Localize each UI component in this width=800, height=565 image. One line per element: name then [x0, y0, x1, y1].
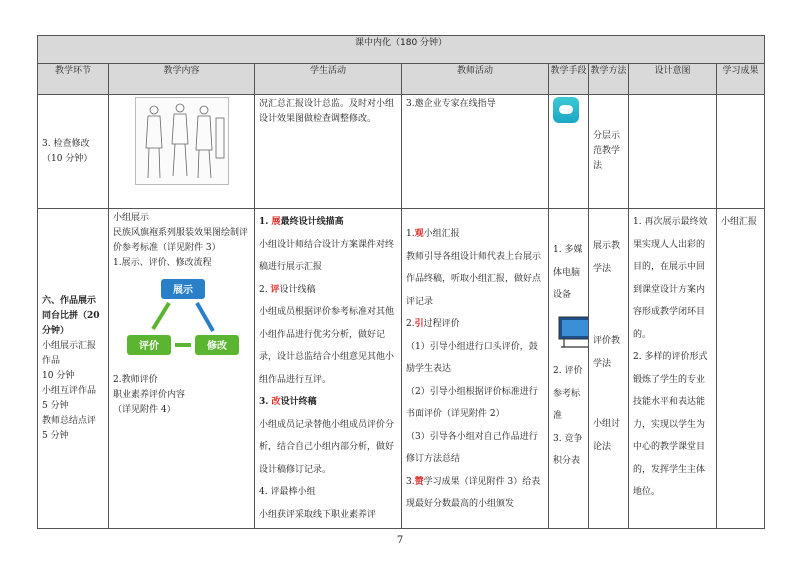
teacher-step-title: 小组汇报 — [423, 229, 460, 239]
means-item: 2. 评价参考标准 — [553, 366, 583, 421]
intent-item: 2. 多样的评价形式锻炼了学生的专业技能水平和表达能力，实现以学生为中心的教学课堂目的，发挥学生主体地位。 — [633, 352, 708, 497]
student-step-body: 小组成员记录替他小组成员评价分析，结合自己小组内部分析，做好设计稿修订记录。 — [259, 419, 395, 475]
student-step-title: 设计终稿 — [280, 397, 317, 407]
flow-show-label: 展示 — [173, 285, 193, 296]
method-item: 展示教学法 — [593, 241, 621, 274]
page-number: 7 — [396, 535, 404, 546]
student-step-num: 1. — [259, 217, 269, 227]
row1-method: 分层示范教学法 — [593, 131, 621, 171]
means-item: 3. 竞争积分表 — [553, 433, 583, 466]
student-step-num: 2. — [259, 284, 268, 295]
row2-stage-line: 10 分钟 — [42, 370, 75, 381]
row1-stage: 3. 检查修改（10 分钟） — [42, 138, 93, 164]
header-content: 教学内容 — [109, 64, 255, 95]
row2-stage-line: 小组展示汇报作品 — [42, 340, 97, 366]
header-student: 学生活动 — [255, 64, 402, 95]
student-step-title: 4. 评最棒小组 — [259, 487, 316, 497]
method-item: 评价教学法 — [593, 336, 621, 369]
header-outcome: 学习成果 — [717, 64, 765, 95]
content-line: 职业素养评价内容 — [113, 390, 186, 400]
smart-board-icon — [558, 315, 588, 349]
row1-student: 况汇总汇报设计总监。及时对小组设计效果图做检查调整修改。 — [259, 99, 395, 124]
lesson-plan-table — [37, 35, 765, 529]
header-stage: 教学环节 — [38, 64, 109, 95]
fashion-sketch-image — [135, 97, 229, 185]
teacher-step-body: （3）引导各小组对自己作品进行修订方法总结 — [406, 431, 538, 464]
student-step-body: 小组设计师结合设计方案课件对终稿进行展示汇报 — [259, 239, 395, 272]
intent-item: 1. 再次展示最终效果实现人人出彩的目的，在展示中回到课堂设计方案内容形成教学闭环目的。 — [633, 217, 708, 340]
cloud-app-icon — [553, 97, 579, 123]
header-means: 教学手段 — [549, 64, 589, 95]
row2-outcome: 小组汇报 — [721, 217, 758, 227]
teacher-step-num: 2. — [406, 319, 415, 329]
method-item: 小组讨论法 — [593, 419, 621, 452]
row2-stage-line: 教师总结点评 5 分钟 — [42, 415, 97, 441]
teacher-step-num: 3. — [406, 476, 415, 487]
flow-revise-label: 修改 — [207, 341, 227, 352]
header-method: 教学方法 — [589, 64, 629, 95]
row1-teacher: 3.邀企业专家在线指导 — [406, 99, 496, 109]
student-step-title: 最终设计线描高 — [280, 217, 344, 227]
student-step-body: 小组获评采取线下职业素养评 — [259, 509, 377, 520]
teacher-step-body: （1）引导小组进行口头评价，鼓励学生表达 — [406, 341, 538, 374]
content-line: 小组展示 — [113, 213, 150, 223]
teacher-step-title: 学习成果（详见附件 3）给表现最好分数最高的小组颁发 — [406, 476, 541, 509]
row2-stage-title: 六、作品展示同台比拼（20分钟） — [42, 295, 100, 336]
teacher-key-praise: 赞 — [414, 476, 424, 487]
teacher-step-body: （2）引导小组根据评价标准进行书面评价（详见附件 2） — [406, 386, 538, 419]
show-evaluate-revise-flow-diagram — [123, 275, 243, 365]
table-row — [38, 209, 765, 529]
teacher-step-title: 过程评价 — [423, 319, 460, 329]
student-step-title: 设计线稿 — [279, 284, 316, 295]
flow-arrow-1 — [153, 303, 169, 329]
teacher-step-num: 1. — [406, 229, 415, 239]
content-line: （详见附件 4） — [113, 405, 176, 415]
teacher-step-body: 教师引导各组设计师代表上台展示作品终稿，听取小组汇报，做好点评记录 — [406, 251, 542, 307]
table-row — [38, 95, 765, 209]
content-line: 1.展示、评价、修改流程 — [113, 258, 212, 268]
content-line: 2.教师评价 — [113, 375, 158, 385]
row2-stage-line: 小组互评作品 5 分钟 — [42, 385, 97, 411]
student-step-num: 3. — [259, 397, 269, 407]
means-item: 1. 多媒体电脑设备 — [553, 245, 583, 300]
flow-evaluate-label: 评价 — [139, 341, 159, 352]
header-intent: 设计意图 — [629, 64, 717, 95]
content-line: 民族风旗袍系列服装效果图绘制评价参考标准（详见附件 3） — [113, 228, 249, 253]
student-step-body: 小组成员根据评价参考标准对其他小组作品进行优劣分析，做好记录，设计总监结合小组意见其他小组作品进行互评。 — [259, 307, 395, 385]
table-title: 课中内化（180 分钟） — [38, 36, 765, 64]
student-key-show: 展 — [271, 217, 281, 227]
student-key-evaluate: 评 — [270, 284, 280, 295]
teacher-key-guide: 引 — [414, 319, 424, 329]
student-key-revise: 改 — [271, 397, 281, 407]
header-teacher: 教师活动 — [402, 64, 549, 95]
teacher-key-watch: 观 — [414, 229, 424, 239]
flow-arrow-3 — [197, 303, 213, 331]
